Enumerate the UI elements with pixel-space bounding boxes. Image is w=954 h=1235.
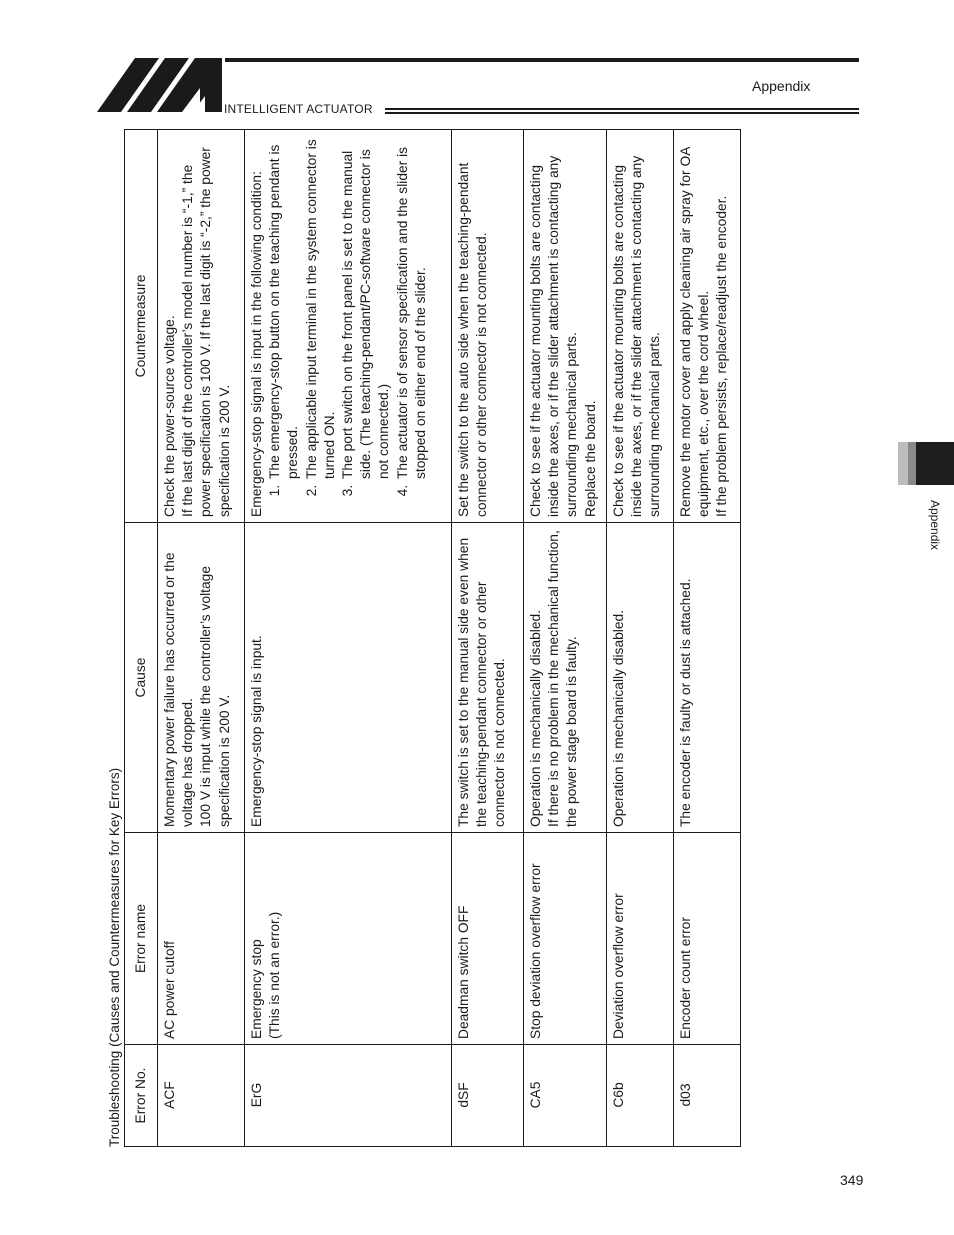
condition-list — [266, 134, 430, 517]
cause: Operation is mechanically disabled. — [607, 523, 674, 833]
rotated-content — [107, 129, 794, 1147]
cause: Momentary power failure has occurred or the voltage has dropped. 100 V is input while the controller’s voltage specification is 200 V. — [158, 523, 245, 833]
header-rule-bottom-2 — [385, 112, 859, 114]
col-header-error-no: Error No. — [125, 1045, 158, 1147]
error-no: CA5 — [524, 1045, 607, 1147]
error-no: C6b — [607, 1045, 674, 1147]
side-thumb-tab — [898, 442, 954, 485]
error-name: Deviation overflow error — [607, 833, 674, 1045]
col-header-countermeasure: Countermeasure — [125, 130, 158, 523]
col-header-cause: Cause — [125, 523, 158, 833]
iai-logo — [97, 58, 222, 112]
error-no: dSF — [452, 1045, 524, 1147]
error-no: ACF — [158, 1045, 245, 1147]
cause: Operation is mechanically disabled. If there is no problem in the mechanical function, the power stage board is faulty. — [524, 523, 607, 833]
error-name: Stop deviation overflow error — [524, 833, 607, 1045]
header-rule-bottom — [385, 108, 859, 110]
table-title: Troubleshooting (Causes and Countermeasures for Key Errors) — [107, 767, 122, 1147]
header-rule-top — [225, 58, 859, 62]
page-number: 349 — [840, 1172, 864, 1188]
table-row-d03 — [674, 130, 741, 1147]
table-row-c6b — [607, 130, 674, 1147]
side-tab-label: Appendix — [928, 500, 942, 551]
error-no: d03 — [674, 1045, 741, 1147]
list-item: 3. The port switch on the front panel is set to the manual side. (The teaching-pendant/PC-software connector is not connected.) — [339, 134, 394, 481]
countermeasure: Check the power-source voltage. If the last digit of the controller’s model number is “-1,” the power specification is 100 V. If the last digit is “-2,” the power specification is 200 V. — [158, 130, 245, 523]
countermeasure: Emergency-stop signal is input in the following condition: 1. The emergency-stop button on the teaching pendant is pressed. 2. The applicable input terminal in the system connector is turned ON. 3. The port switch on the front panel is set to the manual side. (The teaching-pendant/PC-software connector is not connected.) 4. The actuator is of sensor specification and the slider is stopped on either end of the slider. — [245, 130, 452, 523]
table-row-dsf — [452, 130, 524, 1147]
error-name: Emergency stop (This is not an error.) — [245, 833, 452, 1045]
list-item: 1. The emergency-stop button on the teaching pendant is pressed. — [266, 134, 302, 481]
table-row-ca5 — [524, 130, 607, 1147]
company-name: INTELLIGENT ACTUATOR — [224, 102, 373, 116]
col-header-error-name: Error name — [125, 833, 158, 1045]
error-table — [124, 129, 741, 1147]
error-name: AC power cutoff — [158, 833, 245, 1045]
list-item: 2. The applicable input terminal in the system connector is turned ON. — [303, 134, 339, 481]
countermeasure: Check to see if the actuator mounting bolts are contacting inside the axes, or if the slider attachment is contacting any surrounding mechanical parts. Replace the board. — [524, 130, 607, 523]
error-no: ErG — [245, 1045, 452, 1147]
table-header-row — [125, 130, 158, 1147]
error-name: Encoder count error — [674, 833, 741, 1045]
list-item: 4. The actuator is of sensor specification and the slider is stopped on either end of the slider. — [394, 134, 430, 481]
countermeasure: Remove the motor cover and apply cleaning air spray for OA equipment, etc., over the cord wheel. If the problem persists, replace/readjust the encoder. — [674, 130, 741, 523]
countermeasure: Set the switch to the auto side when the teaching-pendant connector or other connector is not connected. — [452, 130, 524, 523]
cause: The switch is set to the manual side even when the teaching-pendant connector or other connector is not connected. — [452, 523, 524, 833]
cause: Emergency-stop signal is input. — [245, 523, 452, 833]
countermeasure: Check to see if the actuator mounting bolts are contacting inside the axes, or if the slider attachment is contacting any surrounding mechanical parts. — [607, 130, 674, 523]
error-name: Deadman switch OFF — [452, 833, 524, 1045]
cause: The encoder is faulty or dust is attached. — [674, 523, 741, 833]
table-row-acf — [158, 130, 245, 1147]
section-title: Appendix — [752, 78, 811, 94]
table-row-erg — [245, 130, 452, 1147]
